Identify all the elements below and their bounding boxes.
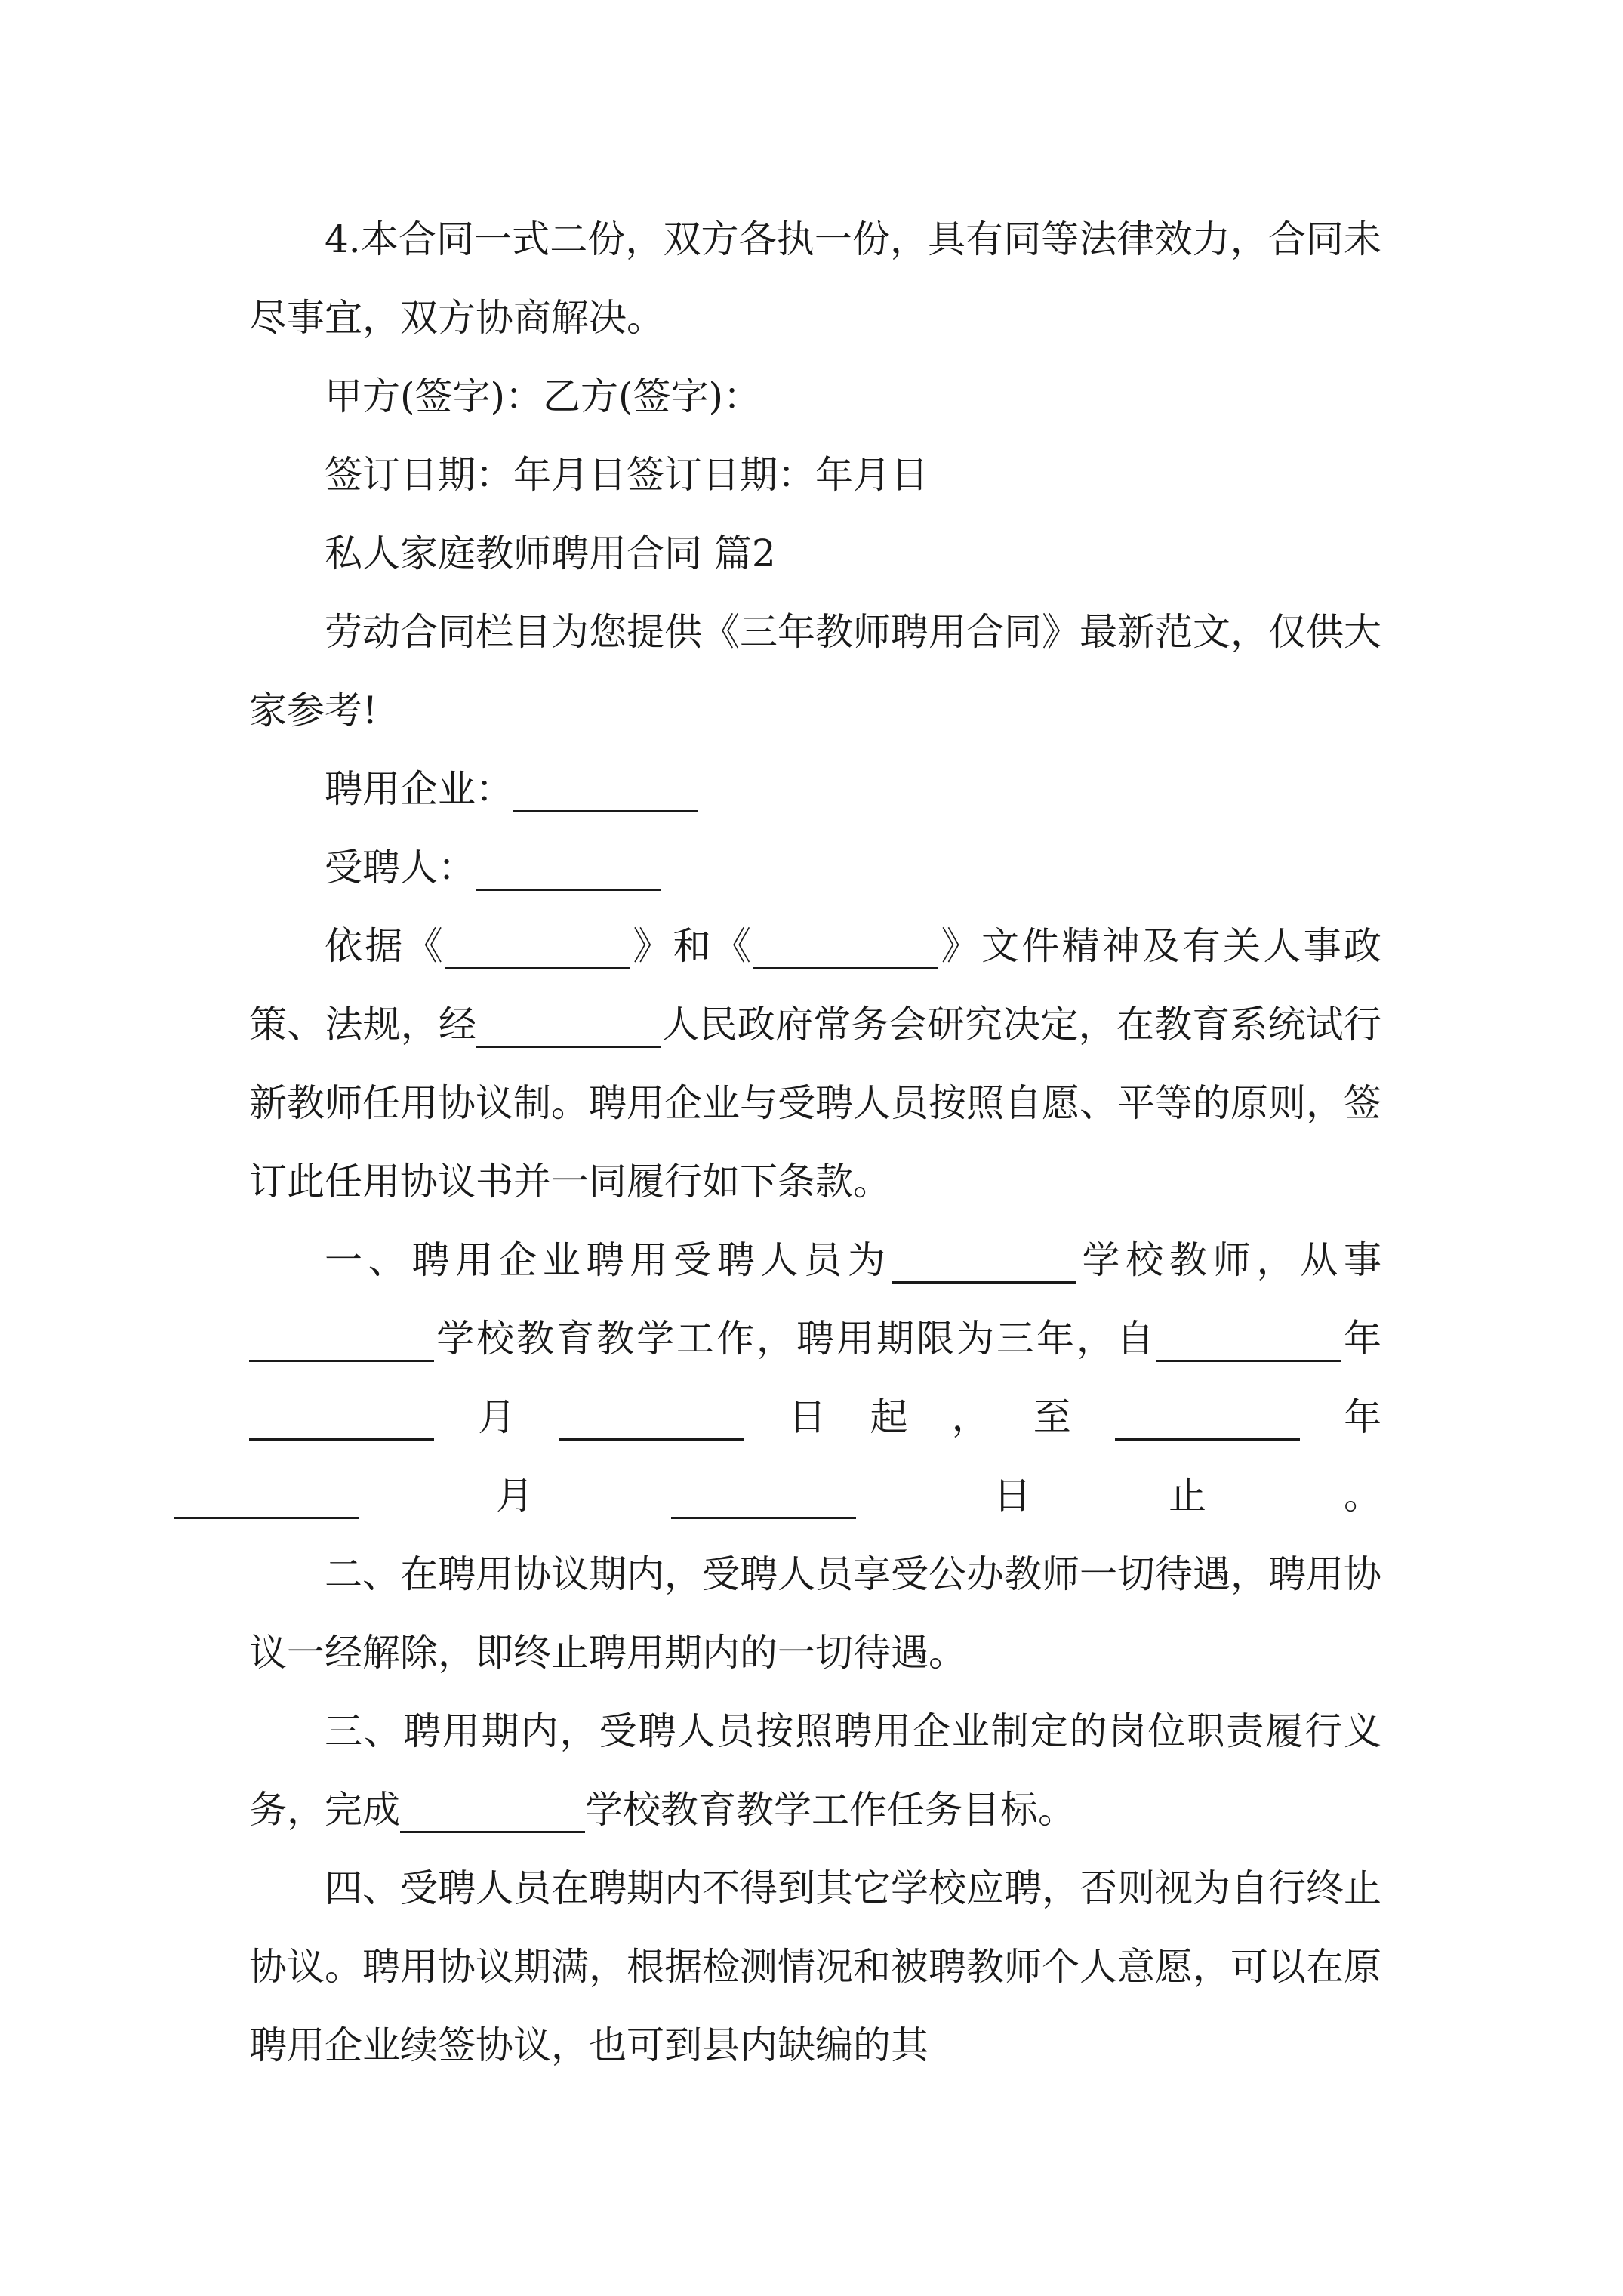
fill-blank [1115, 1401, 1300, 1441]
text-run: 学校教师，从事 [1076, 1238, 1381, 1282]
paragraph-clause-three [249, 1692, 1381, 1849]
fill-blank [892, 1244, 1076, 1284]
paragraph-clause-one [249, 1221, 1381, 1535]
fill-blank [174, 1479, 359, 1519]
paragraph-employer-field [249, 750, 1381, 828]
text-run: 年 [1299, 1395, 1381, 1439]
text-run: 三、聘用期内，受聘人员按照聘用企业制定的岗位职责履行义务，完成 [249, 1709, 1381, 1832]
fill-blank [249, 1322, 434, 1362]
text-run: 月 [434, 1395, 560, 1439]
employee-blank [476, 851, 661, 891]
text-run: 日起，至 [744, 1395, 1115, 1439]
fill-blank [249, 1401, 434, 1441]
employer-label: 聘用企业： [325, 767, 513, 811]
fill-blank [400, 1793, 585, 1833]
text-run: 人民政府常务会研究决定，在教育系统试行新教师任用协议制。聘用企业与受聘人员按照自愿、平等的原则，签订此任用协议书并一同履行如下条款。 [249, 1003, 1382, 1203]
paragraph-clause-two: 二、在聘用协议期内，受聘人员享受公办教师一切待遇，聘用协议一经解除，即终止聘用期内的一切待遇。 [249, 1552, 1381, 1675]
document-body [249, 200, 1381, 2085]
text-run: 》和《 [630, 924, 754, 968]
text-run: 日止。 [856, 1474, 1381, 1518]
text-run: 月 [359, 1474, 671, 1518]
fill-blank [1156, 1322, 1341, 1362]
fill-blank [445, 929, 630, 969]
fill-blank [671, 1479, 856, 1519]
text-run: 年 [1341, 1317, 1381, 1361]
text-run: 学校教育教学工作，聘用期限为三年，自 [434, 1317, 1156, 1361]
fill-blank [753, 929, 938, 969]
text-run: 》文件精神及有关人事政策、法规，经 [249, 924, 1382, 1046]
fill-blank [559, 1401, 744, 1441]
paragraph-contract-copies: 4.本合同一式二份，双方各执一份，具有同等法律效力，合同未尽事宜，双方协商解决。 [249, 217, 1381, 340]
text-run: 学校教育教学工作任务目标。 [585, 1788, 1076, 1832]
employee-label: 受聘人： [325, 846, 476, 889]
employer-blank [513, 772, 698, 812]
paragraph-employee-field [249, 828, 1381, 907]
text-run: 依据《 [325, 924, 445, 968]
paragraph-intro: 劳动合同栏目为您提供《三年教师聘用合同》最新范文，仅供大家参考! [249, 610, 1381, 732]
paragraph-clause-four: 四、受聘人员在聘期内不得到其它学校应聘，否则视为自行终止协议。聘用协议期满，根据检测情况和被聘教师个人意愿，可以在原聘用企业续签协议，也可到县内缺编的其 [249, 1866, 1381, 2067]
paragraph-sign-dates: 签订日期：年月日签订日期：年月日 [325, 453, 929, 497]
paragraph-basis [249, 907, 1381, 1221]
paragraph-signatures: 甲方(签字)：乙方(签字)： [325, 374, 762, 418]
section-heading: 私人家庭教师聘用合同 篇2 [325, 532, 776, 575]
text-run: 一、聘用企业聘用受聘人员为 [325, 1238, 892, 1282]
fill-blank [476, 1008, 661, 1048]
